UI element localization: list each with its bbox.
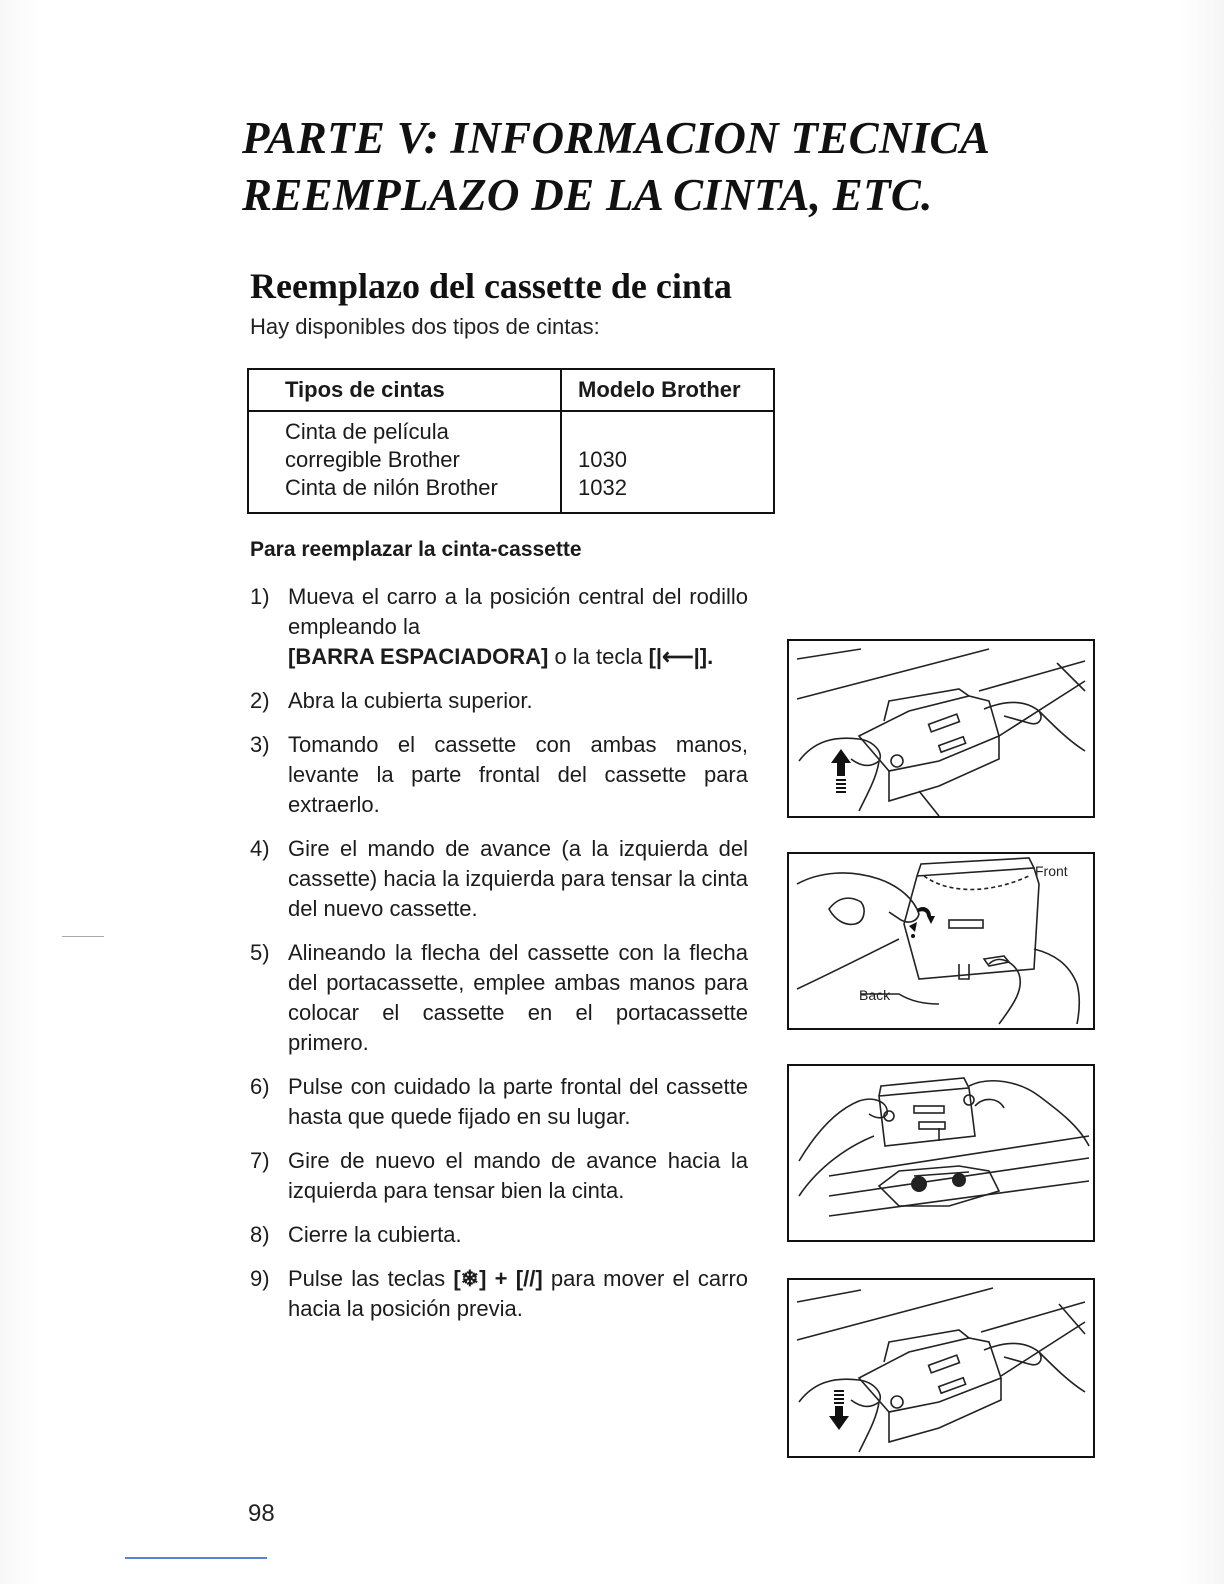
step-text: Pulse las teclas <box>288 1266 454 1291</box>
step-item <box>250 730 748 820</box>
step-number: 8) <box>250 1222 270 1247</box>
procedure-heading: Para reemplazar la cinta-cassette <box>250 538 582 561</box>
arrow-down-icon <box>829 1390 849 1430</box>
step-text: Pulse con cuidado la parte frontal del cassette hasta que quede fijado en su lugar. <box>288 1074 748 1129</box>
step-item <box>250 686 748 716</box>
ribbon-type: Cinta de nilón Brother <box>285 475 498 500</box>
step-number: 7) <box>250 1148 270 1173</box>
step-text-plus: + <box>486 1266 516 1291</box>
ribbon-model: 1032 <box>578 475 627 500</box>
step-text: Gire el mando de avance (a la izquierda del cassette) hacia la izquierda para tensar la cinta del nuevo cassette. <box>288 836 748 921</box>
step-text-post: para mover el carro hacia la posición previa. <box>288 1266 748 1321</box>
step-item <box>250 1072 748 1132</box>
step-text: Tomando el cassette con ambas manos, levante la parte frontal del cassette para extraerlo. <box>288 732 748 817</box>
figure-tension-ribbon <box>787 852 1095 1030</box>
ribbon-model <box>578 418 773 446</box>
step-number: 3) <box>250 732 270 757</box>
figure-remove-cassette <box>787 639 1095 818</box>
figure-push-cassette <box>787 1278 1095 1458</box>
procedure-steps <box>250 582 748 1338</box>
step-number: 4) <box>250 836 270 861</box>
step-text-mid: o la tecla <box>548 644 649 669</box>
title-line-1: PARTE V: INFORMACION TECNICA <box>242 113 991 163</box>
ribbon-type: corregible Brother <box>285 447 460 472</box>
ribbon-type: Cinta de película <box>285 419 449 444</box>
key-label-code: [❄] <box>453 1266 487 1291</box>
step-number: 6) <box>250 1074 270 1099</box>
bottom-rule <box>125 1557 267 1559</box>
table-header-row <box>248 369 774 411</box>
step-text: Mueva el carro a la posición central del rodillo empleando la <box>288 584 748 639</box>
page-number: 98 <box>248 1500 275 1527</box>
table-header-model: Modelo Brother <box>561 369 774 411</box>
step-item <box>250 582 748 672</box>
table-row <box>248 411 774 513</box>
step-text: Abra la cubierta superior. <box>288 688 533 713</box>
table-header-types: Tipos de cintas <box>248 369 561 411</box>
rotate-arrow-icon <box>909 907 935 938</box>
ribbon-model: 1030 <box>578 447 627 472</box>
section-intro: Hay disponibles dos tipos de cintas: <box>250 314 600 339</box>
step-number: 9) <box>250 1266 270 1291</box>
step-item <box>250 1220 748 1250</box>
tension-ribbon-illustration <box>789 854 1093 1028</box>
title-line-2: REEMPLAZO DE LA CINTA, ETC. <box>242 170 933 220</box>
table-cell-types <box>248 411 561 513</box>
ribbon-types-table <box>247 368 775 514</box>
key-label-space-bar: [BARRA ESPACIADORA] <box>288 644 549 669</box>
back-label: Back <box>859 987 891 1003</box>
figure-insert-cassette <box>787 1064 1095 1242</box>
step-number: 2) <box>250 688 270 713</box>
step-item <box>250 1146 748 1206</box>
step-text: Cierre la cubierta. <box>288 1222 462 1247</box>
arrow-up-icon <box>831 749 851 793</box>
step-number: 5) <box>250 940 270 965</box>
step-item <box>250 938 748 1058</box>
push-cassette-illustration <box>789 1280 1093 1456</box>
step-number: 1) <box>250 584 270 609</box>
step-text: Gire de nuevo el mando de avance hacia la izquierda para tensar bien la cinta. <box>288 1148 748 1203</box>
remove-cassette-illustration <box>789 641 1093 816</box>
margin-mark <box>62 936 104 937</box>
key-label-slash: [//] <box>515 1266 543 1291</box>
section-heading: Reemplazo del cassette de cinta <box>250 266 732 306</box>
step-item <box>250 1264 748 1324</box>
step-item <box>250 834 748 924</box>
step-text: Alineando la flecha del cassette con la flecha del portacassette, emplee ambas manos para colocar el cassette en el portacassette primero. <box>288 940 748 1055</box>
insert-cassette-illustration <box>789 1066 1093 1240</box>
page-title <box>242 110 990 224</box>
front-label: Front <box>1035 863 1068 879</box>
key-label-return: [|⟵|]. <box>648 644 714 669</box>
table-cell-models <box>561 411 774 513</box>
